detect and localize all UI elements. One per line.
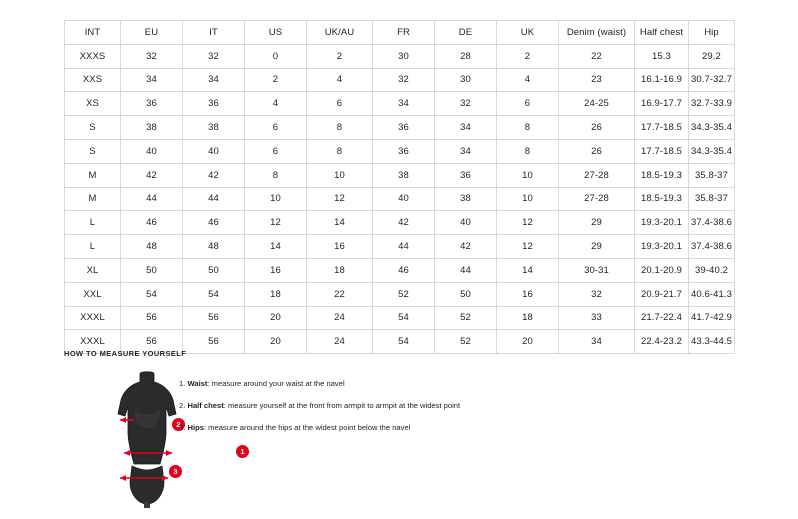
cell-half-chest: 18.5-19.3	[635, 163, 689, 187]
cell-hip: 40.6-41.3	[689, 282, 735, 306]
table-row	[65, 235, 735, 259]
cell-hip: 30.7-32.7	[689, 68, 735, 92]
cell-denim-waist: 33	[559, 306, 635, 330]
cell-us: 6	[245, 116, 307, 140]
cell-it: 46	[183, 211, 245, 235]
step-2-term: Half chest	[187, 401, 224, 410]
cell-ukau: 24	[307, 330, 373, 354]
step-1-term: Waist	[187, 379, 208, 388]
cell-it: 48	[183, 235, 245, 259]
size-conversion-table	[64, 20, 735, 354]
cell-fr: 30	[373, 44, 435, 68]
cell-denim-waist: 27-28	[559, 187, 635, 211]
step-3-text: : measure around the hips at the widest point below the navel	[203, 423, 411, 432]
cell-half-chest: 20.1-20.9	[635, 258, 689, 282]
step-2-text: : measure yourself at the front from armpit to armpit at the widest point	[223, 401, 461, 410]
cell-fr: 44	[373, 235, 435, 259]
cell-it: 42	[183, 163, 245, 187]
cell-int: L	[65, 235, 121, 259]
table-header	[65, 21, 735, 45]
cell-denim-waist: 22	[559, 44, 635, 68]
cell-fr: 38	[373, 163, 435, 187]
cell-ukau: 8	[307, 116, 373, 140]
measure-step-2	[179, 400, 699, 411]
measure-step-3	[179, 422, 699, 433]
cell-uk: 4	[497, 68, 559, 92]
table-row	[65, 187, 735, 211]
cell-us: 14	[245, 235, 307, 259]
cell-fr: 40	[373, 187, 435, 211]
cell-denim-waist: 27-28	[559, 163, 635, 187]
cell-ukau: 22	[307, 282, 373, 306]
cell-hip: 37.4-38.6	[689, 211, 735, 235]
cell-eu: 56	[121, 330, 183, 354]
column-header-half-chest: Half chest	[635, 21, 689, 45]
marker-2-half-chest: 2	[172, 418, 185, 431]
column-header-de: DE	[435, 21, 497, 45]
cell-hip: 37.4-38.6	[689, 235, 735, 259]
table-row	[65, 258, 735, 282]
cell-denim-waist: 30-31	[559, 258, 635, 282]
table-row	[65, 68, 735, 92]
cell-it: 32	[183, 44, 245, 68]
cell-int: L	[65, 211, 121, 235]
cell-int: M	[65, 187, 121, 211]
cell-de: 50	[435, 282, 497, 306]
table-header-row	[65, 21, 735, 45]
cell-half-chest: 19.3-20.1	[635, 211, 689, 235]
table-row	[65, 116, 735, 140]
cell-uk: 10	[497, 163, 559, 187]
cell-uk: 12	[497, 211, 559, 235]
cell-denim-waist: 23	[559, 68, 635, 92]
cell-int: S	[65, 139, 121, 163]
cell-it: 56	[183, 330, 245, 354]
how-to-measure-title: HOW TO MEASURE YOURSELF	[64, 349, 187, 358]
cell-de: 32	[435, 92, 497, 116]
cell-denim-waist: 34	[559, 330, 635, 354]
cell-half-chest: 16.9-17.7	[635, 92, 689, 116]
marker-1-waist: 1	[236, 445, 249, 458]
cell-uk: 2	[497, 44, 559, 68]
column-header-uk: UK	[497, 21, 559, 45]
cell-uk: 6	[497, 92, 559, 116]
cell-us: 10	[245, 187, 307, 211]
cell-ukau: 4	[307, 68, 373, 92]
cell-eu: 46	[121, 211, 183, 235]
cell-ukau: 18	[307, 258, 373, 282]
cell-half-chest: 22.4-23.2	[635, 330, 689, 354]
step-3-number: 3.	[179, 423, 186, 432]
cell-de: 28	[435, 44, 497, 68]
column-header-ukau: UK/AU	[307, 21, 373, 45]
cell-hip: 34.3-35.4	[689, 116, 735, 140]
cell-ukau: 6	[307, 92, 373, 116]
cell-fr: 36	[373, 116, 435, 140]
cell-us: 0	[245, 44, 307, 68]
table-body	[65, 44, 735, 353]
cell-uk: 18	[497, 306, 559, 330]
cell-de: 34	[435, 116, 497, 140]
cell-hip: 34.3-35.4	[689, 139, 735, 163]
cell-uk: 16	[497, 282, 559, 306]
cell-ukau: 12	[307, 187, 373, 211]
marker-3-hips: 3	[169, 465, 182, 478]
cell-fr: 52	[373, 282, 435, 306]
cell-eu: 56	[121, 306, 183, 330]
cell-half-chest: 19.3-20.1	[635, 235, 689, 259]
cell-denim-waist: 29	[559, 211, 635, 235]
cell-uk: 14	[497, 258, 559, 282]
cell-it: 40	[183, 139, 245, 163]
cell-de: 34	[435, 139, 497, 163]
cell-denim-waist: 29	[559, 235, 635, 259]
cell-int: XXS	[65, 68, 121, 92]
cell-it: 34	[183, 68, 245, 92]
cell-eu: 44	[121, 187, 183, 211]
cell-half-chest: 15.3	[635, 44, 689, 68]
cell-int: XXXL	[65, 306, 121, 330]
cell-hip: 41.7-42.9	[689, 306, 735, 330]
cell-us: 20	[245, 330, 307, 354]
cell-us: 18	[245, 282, 307, 306]
table-row	[65, 92, 735, 116]
cell-int: XS	[65, 92, 121, 116]
cell-de: 52	[435, 330, 497, 354]
cell-fr: 32	[373, 68, 435, 92]
cell-it: 50	[183, 258, 245, 282]
cell-hip: 29.2	[689, 44, 735, 68]
column-header-it: IT	[183, 21, 245, 45]
cell-uk: 12	[497, 235, 559, 259]
cell-half-chest: 16.1-16.9	[635, 68, 689, 92]
cell-ukau: 8	[307, 139, 373, 163]
column-header-us: US	[245, 21, 307, 45]
cell-denim-waist: 24-25	[559, 92, 635, 116]
cell-de: 42	[435, 235, 497, 259]
cell-us: 20	[245, 306, 307, 330]
cell-fr: 54	[373, 330, 435, 354]
cell-de: 36	[435, 163, 497, 187]
column-header-int: INT	[65, 21, 121, 45]
cell-int: S	[65, 116, 121, 140]
cell-int: XXXS	[65, 44, 121, 68]
cell-half-chest: 17.7-18.5	[635, 139, 689, 163]
cell-hip: 43.3-44.5	[689, 330, 735, 354]
how-to-measure-section	[64, 349, 744, 476]
size-chart-container	[64, 20, 734, 354]
cell-uk: 10	[497, 187, 559, 211]
cell-de: 38	[435, 187, 497, 211]
table-row	[65, 139, 735, 163]
cell-eu: 38	[121, 116, 183, 140]
column-header-denim-waist: Denim (waist)	[559, 21, 635, 45]
cell-eu: 34	[121, 68, 183, 92]
cell-eu: 50	[121, 258, 183, 282]
cell-it: 54	[183, 282, 245, 306]
cell-half-chest: 17.7-18.5	[635, 116, 689, 140]
step-3-term: Hips	[187, 423, 204, 432]
cell-us: 4	[245, 92, 307, 116]
cell-it: 56	[183, 306, 245, 330]
cell-fr: 34	[373, 92, 435, 116]
cell-fr: 42	[373, 211, 435, 235]
cell-ukau: 14	[307, 211, 373, 235]
cell-de: 40	[435, 211, 497, 235]
cell-eu: 32	[121, 44, 183, 68]
cell-ukau: 10	[307, 163, 373, 187]
cell-denim-waist: 26	[559, 116, 635, 140]
cell-int: XXL	[65, 282, 121, 306]
step-2-number: 2.	[179, 401, 186, 410]
cell-it: 38	[183, 116, 245, 140]
table-row	[65, 163, 735, 187]
cell-fr: 54	[373, 306, 435, 330]
cell-de: 30	[435, 68, 497, 92]
measure-steps-list	[179, 378, 699, 444]
cell-hip: 35.8-37	[689, 163, 735, 187]
table-row	[65, 44, 735, 68]
cell-int: M	[65, 163, 121, 187]
column-header-eu: EU	[121, 21, 183, 45]
cell-eu: 54	[121, 282, 183, 306]
cell-de: 44	[435, 258, 497, 282]
column-header-hip: Hip	[689, 21, 735, 45]
cell-ukau: 16	[307, 235, 373, 259]
cell-it: 44	[183, 187, 245, 211]
cell-us: 6	[245, 139, 307, 163]
cell-us: 12	[245, 211, 307, 235]
cell-denim-waist: 26	[559, 139, 635, 163]
cell-de: 52	[435, 306, 497, 330]
cell-eu: 36	[121, 92, 183, 116]
cell-int: XL	[65, 258, 121, 282]
cell-uk: 8	[497, 139, 559, 163]
step-1-text: : measure around your waist at the navel	[207, 379, 345, 388]
measure-step-1	[179, 378, 699, 389]
cell-us: 8	[245, 163, 307, 187]
cell-half-chest: 21.7-22.4	[635, 306, 689, 330]
cell-uk: 8	[497, 116, 559, 140]
cell-hip: 35.8-37	[689, 187, 735, 211]
table-row	[65, 282, 735, 306]
cell-ukau: 2	[307, 44, 373, 68]
step-1-number: 1.	[179, 379, 186, 388]
table-row	[65, 211, 735, 235]
cell-fr: 36	[373, 139, 435, 163]
cell-hip: 39-40.2	[689, 258, 735, 282]
cell-fr: 46	[373, 258, 435, 282]
column-header-fr: FR	[373, 21, 435, 45]
cell-half-chest: 18.5-19.3	[635, 187, 689, 211]
cell-us: 2	[245, 68, 307, 92]
cell-us: 16	[245, 258, 307, 282]
cell-denim-waist: 32	[559, 282, 635, 306]
cell-ukau: 24	[307, 306, 373, 330]
cell-half-chest: 20.9-21.7	[635, 282, 689, 306]
table-row	[65, 306, 735, 330]
cell-it: 36	[183, 92, 245, 116]
cell-uk: 20	[497, 330, 559, 354]
cell-eu: 40	[121, 139, 183, 163]
cell-int: XXXL	[65, 330, 121, 354]
cell-hip: 32.7-33.9	[689, 92, 735, 116]
cell-eu: 42	[121, 163, 183, 187]
cell-eu: 48	[121, 235, 183, 259]
